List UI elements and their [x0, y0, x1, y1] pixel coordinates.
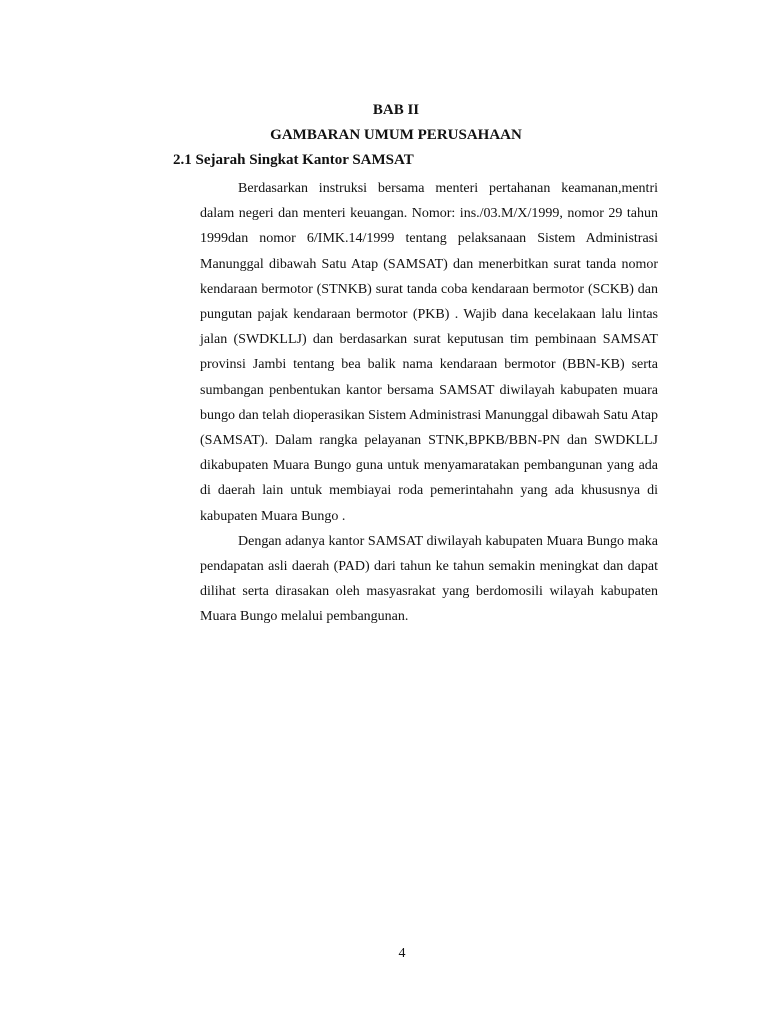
paragraph: Berdasarkan instruksi bersama menteri pertahanan keamanan,mentri dalam negeri dan menteri keuangan. Nomor: ins./03.M/X/1999, nomor 29 tahun 1999dan nomor 6/IMK.14/1999 tentang pelaksanaan Sistem Administrasi Manunggal dibawah Satu Atap (SAMSAT) dan menerbitkan surat tanda nomor kendaraan bermotor (STNKB) surat tanda coba kendaraan bermotor (SCKB) dan pungutan pajak kendaraan bermotor (PKB) . Wajib dana kecelakaan lalu lintas jalan (SWDKLLJ) dan berdasarkan surat keputusan tim pembinaan SAMSAT provinsi Jambi tentang bea balik nama kendaraan bermotor (BBN-KB) serta sumbangan penbentukan kantor bersama SAMSAT diwilayah kabupaten muara bungo dan telah dioperasikan Sistem Administrasi Manunggal dibawah Satu Atap (SAMSAT). Dalam rangka pelayanan STNK,BPKB/BBN-PN dan SWDKLLJ dikabupaten Muara Bungo guna untuk menyamaratakan pembangunan yang ada di daerah lain untuk membiayai roda pemerintahahn yang ada khususnya di kabupaten Muara Bungo . — [200, 181, 658, 524]
chapter-label: BAB II — [372, 102, 420, 118]
page-number: 4 — [398, 946, 406, 961]
chapter-title: GAMBARAN UMUM PERUSAHAAN — [270, 127, 522, 143]
section-heading: 2.1 Sejarah Singkat Kantor SAMSAT — [173, 152, 414, 168]
body-text — [200, 176, 658, 630]
paragraph: Dengan adanya kantor SAMSAT diwilayah kabupaten Muara Bungo maka pendapatan asli daerah (PAD) dari tahun ke tahun semakin meningkat dan dapat dilihat serta dirasakan oleh masyasrakat yang berdomosili wilayah kabupaten Muara Bungo melalui pembangunan. — [200, 533, 658, 625]
